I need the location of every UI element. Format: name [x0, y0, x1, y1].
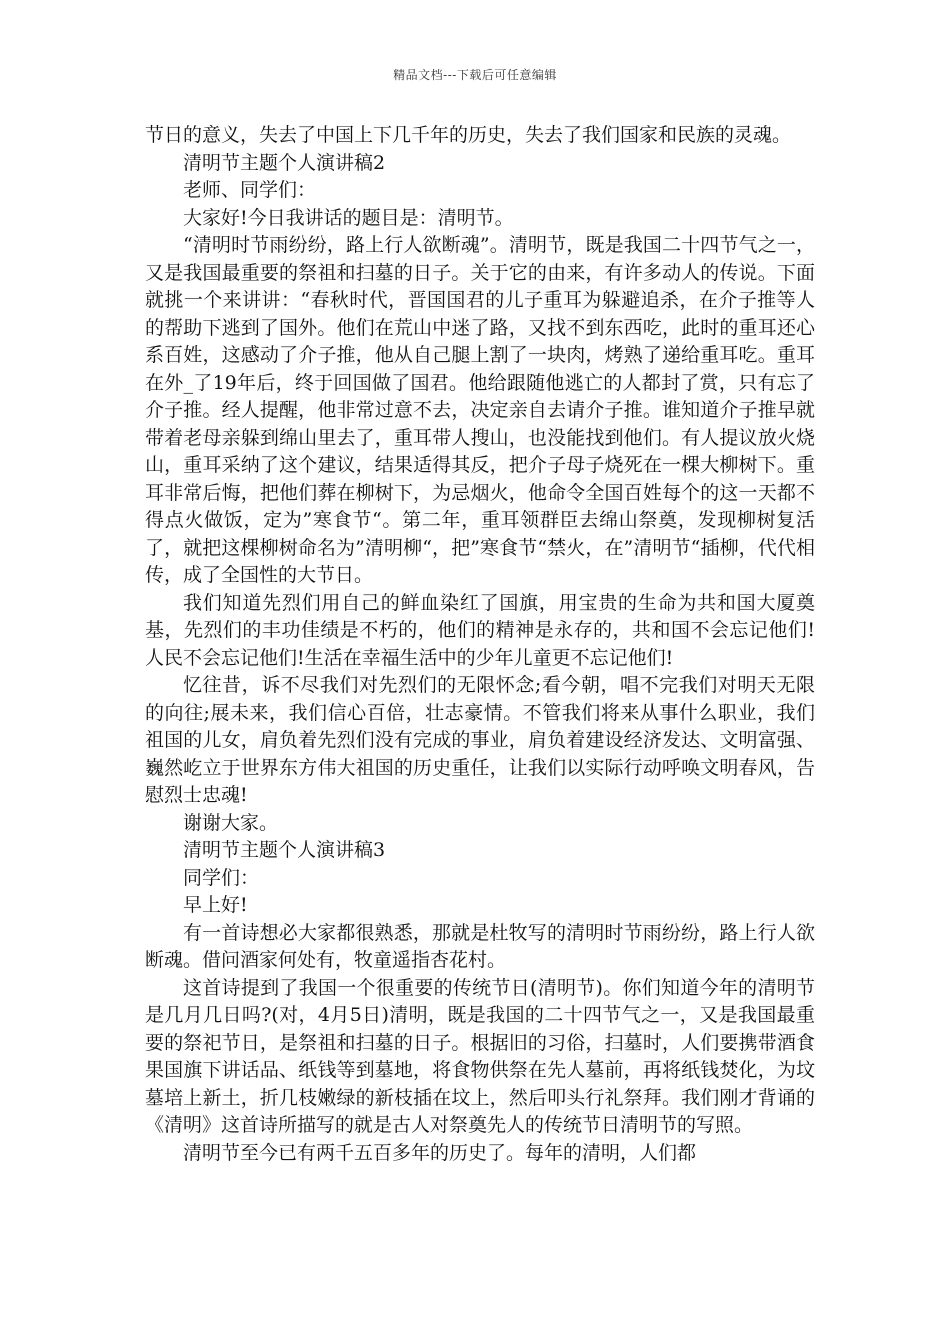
paragraph: 清明节至今已有两千五百多年的历史了。每年的清明，人们都 — [183, 1141, 697, 1164]
closing: 谢谢大家。 — [183, 811, 279, 834]
paragraph: 节日的意义，失去了中国上下几千年的历史，失去了我们国家和民族的灵魂。 — [145, 124, 792, 146]
paragraph: 大家好!今日我讲话的题目是：清明节。 — [183, 206, 514, 229]
document-body — [145, 122, 815, 1167]
paragraph: 忆往昔，诉不尽我们对先烈们的无限怀念;看今朝，唱不完我们对明天无限的向往;展未来，我们信心百倍，壮志豪情。不管我们将来从事什么职业，我们祖国的儿女，肩负着先烈们没有完成的事业，肩负着建设经济发达、文明富强、巍然屹立于世界东方伟大祖国的历史重任，让我们以实际行动呼唤文明春风，告慰烈士忠魂! — [145, 674, 815, 806]
heading-speech-2: 清明节主题个人演讲稿2 — [183, 151, 386, 174]
salutation: 同学们： — [183, 866, 260, 889]
greeting: 早上好! — [183, 894, 248, 916]
paragraph: 这首诗提到了我国一个很重要的传统节日(清明节)。你们知道今年的清明节是几月几日吗?(对，4月5日)清明，既是我国的二十四节气之一，又是我国最重要的祭祀节日，是祭祖和扫墓的日子。根据旧的习俗，扫墓时，人们要携带酒食果国旗下讲话品、纸钱等到墓地，将食物供祭在先人墓前，再将纸钱焚化，为坟墓培上新土，折几枝嫩绿的新枝插在坟上，然后叩头行礼祭拜。我们刚才背诵的《清明》这首诗所描写的就是古人对祭奠先人的传统节日清明节的写照。 — [145, 976, 815, 1136]
paragraph: “清明时节雨纷纷，路上行人欲断魂”。清明节，既是我国二十四节气之一，又是我国最重要的祭祖和扫墓的日子。关于它的由来，有许多动人的传说。下面就挑一个来讲讲：“春秋时代，晋国国君的儿子重耳为躲避追杀，在介子推等人的帮助下逃到了国外。他们在荒山中迷了路，又找不到东西吃，此时的重耳还心系百姓，这感动了介子推，他从自己腿上割了一块肉，烤熟了递给重耳吃。重耳在外_了19年后，终于回国做了国君。他给跟随他逃亡的人都封了赏，只有忘了介子推。经人提醒，他非常过意不去，决定亲自去请介子推。谁知道介子推早就带着老母亲躲到绵山里去了，重耳带人搜山，也没能找到他们。有人提议放火烧山，重耳采纳了这个建议，结果适得其反，把介子母子烧死在一棵大柳树下。重耳非常后悔，把他们葬在柳树下，为忌烟火，他命令全国百姓每个的这一天都不得点火做饭，定为”寒食节“。第二年，重耳领群臣去绵山祭奠，发现柳树复活了，就把这棵柳树命名为”清明柳“，把”寒食节“禁火，在”清明节“插柳，代代相传，成了全国性的大节日。 — [145, 234, 815, 586]
heading-speech-3: 清明节主题个人演讲稿3 — [183, 839, 386, 861]
salutation: 老师、同学们： — [183, 179, 317, 201]
paragraph: 我们知道先烈们用自己的鲜血染红了国旗，用宝贵的生命为共和国大厦奠基，先烈们的丰功佳绩是不朽的，他们的精神是永存的，共和国不会忘记他们!人民不会忘记他们!生活在幸福生活中的少年儿童更不忘记他们! — [145, 591, 815, 669]
header-note: 精品文档---下载后可任意编辑 — [393, 68, 557, 82]
paragraph: 有一首诗想必大家都很熟悉，那就是杜牧写的清明时节雨纷纷，路上行人欲断魂。借问酒家何处有，牧童遥指杏花村。 — [145, 921, 815, 971]
